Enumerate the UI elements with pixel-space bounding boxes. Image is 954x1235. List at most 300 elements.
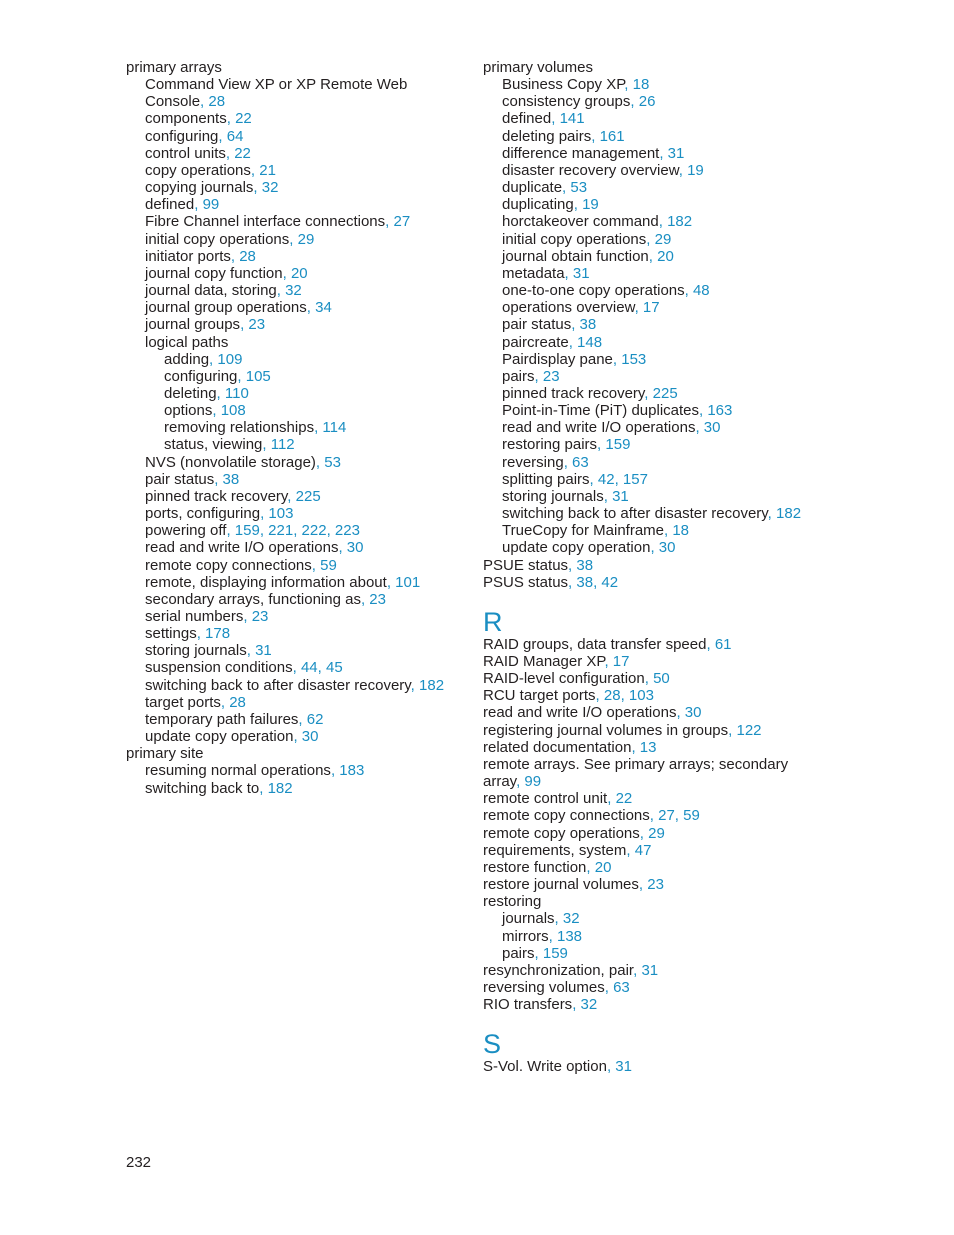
page-link[interactable]: 32 (580, 996, 598, 1014)
index-entry (483, 539, 823, 556)
index-term: RAID-level configuration (483, 670, 645, 688)
page-number: 232 (126, 1154, 152, 1171)
index-entry (126, 505, 466, 522)
page-separator: , (260, 505, 269, 523)
index-entry (483, 1058, 823, 1075)
page-separator: , (360, 590, 370, 608)
page-separator: , (568, 333, 578, 351)
page-separator: , (289, 230, 298, 248)
index-entry (483, 704, 823, 721)
index-term: journal group operations (145, 299, 307, 317)
index-term: read and write I/O operations (145, 539, 339, 557)
index-term: serial numbers (145, 608, 244, 625)
page-link[interactable]: 59 (320, 556, 337, 574)
page-link[interactable]: 30 (684, 704, 702, 722)
page-separator: , (624, 76, 633, 94)
page-link[interactable]: 109 (217, 350, 243, 368)
page-link[interactable]: 48 (692, 282, 710, 300)
index-term: pinned track recovery (145, 487, 288, 505)
index-term: options (164, 402, 213, 420)
index-term: registering journal volumes in groups (483, 721, 729, 739)
page-link[interactable]: 62 (306, 710, 324, 728)
index-entry (126, 436, 466, 453)
index-term: status, viewing (164, 436, 263, 454)
page-link[interactable]: 63 (572, 453, 589, 471)
page-link[interactable]: 31 (572, 264, 590, 282)
index-entry (126, 316, 466, 333)
index-term: splitting pairs (502, 470, 590, 488)
page-separator: , (568, 573, 577, 591)
page-link[interactable]: 27 (658, 807, 675, 825)
index-term: related documentation (483, 738, 632, 756)
page-separator: , (572, 996, 581, 1014)
page-link[interactable]: 38 (576, 573, 594, 591)
page-link[interactable]: 103 (268, 505, 294, 523)
page-link[interactable]: 159 (542, 944, 568, 962)
index-term: pairs (502, 367, 535, 385)
index-term: journal obtain function (502, 247, 649, 265)
index-term: powering off (145, 522, 227, 540)
page-link[interactable]: 18 (672, 522, 690, 540)
page-separator: , (604, 978, 614, 996)
index-term: Point-in-Time (PiT) duplicates (502, 402, 699, 420)
index-entry (126, 642, 466, 659)
page-link[interactable]: 63 (613, 978, 630, 996)
index-term: TrueCopy for Mainframe (502, 522, 664, 540)
page-separator: , (315, 453, 325, 471)
index-entry (483, 162, 823, 179)
page-link[interactable]: 26 (638, 93, 656, 111)
page-separator: , (644, 670, 654, 688)
index-entry (483, 979, 823, 996)
index-entry (483, 773, 823, 790)
index-term: operations overview (502, 299, 635, 317)
index-term: PSUE status (483, 556, 569, 574)
index-term: Console (145, 93, 201, 111)
page-link[interactable]: 178 (205, 625, 231, 643)
index-entry (126, 145, 466, 162)
index-term: read and write I/O operations (483, 704, 677, 722)
page-separator: , (311, 556, 321, 574)
index-entry (126, 368, 466, 385)
index-entry (483, 231, 823, 248)
index-entry (483, 722, 823, 739)
page-link[interactable]: 23 (251, 608, 269, 625)
page-separator: , (646, 230, 655, 248)
page-link[interactable]: 110 (224, 384, 249, 402)
page-link[interactable]: 223 (334, 522, 360, 540)
index-term: Fibre Channel interface connections (145, 213, 386, 231)
page-separator: , (607, 790, 616, 808)
page-separator: , (214, 470, 223, 488)
page-link[interactable]: 38 (222, 470, 240, 488)
index-entry (126, 625, 466, 642)
index-term: suspension conditions (145, 659, 293, 677)
index-entry (483, 265, 823, 282)
page-link[interactable]: 28 (208, 93, 226, 111)
page-separator: , (225, 144, 235, 162)
page-separator: , (649, 807, 659, 825)
page-separator: , (298, 710, 307, 728)
page-separator: , (386, 573, 396, 591)
page-link[interactable]: 44 (300, 659, 318, 677)
page-separator: , (218, 127, 227, 145)
page-separator: , (243, 608, 252, 625)
index-entry (126, 745, 466, 762)
page-link[interactable]: 99 (524, 773, 542, 791)
index-term: copying journals (145, 179, 254, 197)
page-link[interactable]: 29 (654, 230, 672, 248)
index-term: initiator ports (145, 247, 231, 265)
index-entry (126, 196, 466, 213)
page-link[interactable]: 31 (255, 642, 272, 660)
index-term: primary volumes (483, 59, 594, 76)
index-entry (483, 93, 823, 110)
page-separator: , (659, 144, 668, 162)
index-term: control units (145, 144, 226, 162)
page-link[interactable]: 19 (582, 196, 599, 214)
index-term: journal groups (145, 316, 241, 334)
page-link[interactable]: 47 (634, 841, 652, 859)
page-separator: , (674, 807, 684, 825)
page-separator: , (226, 522, 235, 540)
page-link[interactable]: 108 (220, 402, 246, 420)
index-entry (126, 248, 466, 265)
page-link[interactable]: 19 (687, 161, 704, 179)
index-term: journal data, storing (145, 282, 277, 300)
page-separator: , (603, 487, 613, 505)
page-separator: , (639, 824, 649, 842)
index-entry (483, 213, 823, 230)
page-separator: , (212, 402, 221, 420)
index-term: adding (164, 350, 210, 368)
index-entry (483, 248, 823, 265)
page-separator: , (586, 858, 595, 876)
page-link[interactable]: 17 (612, 653, 630, 670)
page-link[interactable]: 32 (562, 910, 580, 928)
page-link[interactable]: 59 (683, 807, 700, 825)
index-entry (483, 76, 823, 93)
page-link[interactable]: 28 (603, 687, 621, 705)
page-link[interactable]: 141 (559, 110, 585, 128)
page-link[interactable]: 99 (202, 196, 220, 214)
index-term: primary site (126, 745, 204, 763)
index-entry (483, 574, 823, 591)
index-entry (483, 454, 823, 471)
page-link[interactable]: 50 (653, 670, 670, 688)
page-link[interactable]: 20 (290, 264, 308, 282)
page-separator: , (676, 704, 685, 722)
index-entry (126, 711, 466, 728)
index-entry (126, 780, 466, 797)
page-link[interactable]: 114 (322, 419, 347, 437)
index-term: array (483, 773, 517, 791)
page-link[interactable]: 27 (393, 213, 411, 231)
index-entry (483, 471, 823, 488)
index-term: Pairdisplay pane (502, 350, 613, 368)
page-link[interactable]: 22 (234, 144, 251, 162)
page-link[interactable]: 30 (703, 419, 721, 437)
page-separator: , (293, 522, 302, 540)
index-entry (483, 825, 823, 842)
index-term: switching back to after disaster recovery (502, 505, 768, 523)
index-term: mirrors (502, 927, 549, 945)
index-entry (483, 790, 823, 807)
page-separator: , (196, 625, 206, 643)
page-link[interactable]: 161 (599, 127, 625, 145)
page-separator: , (194, 196, 203, 214)
page-link[interactable]: 221 (268, 522, 294, 540)
page-separator: , (633, 961, 642, 979)
index-term: journals (502, 910, 555, 928)
page-separator: , (226, 110, 236, 128)
index-term: defined (502, 110, 552, 128)
page-separator: , (330, 762, 340, 780)
index-entry (483, 522, 823, 539)
page-link[interactable]: 13 (639, 738, 657, 756)
index-term: update copy operation (502, 539, 651, 557)
page-separator: , (314, 419, 323, 437)
page-link[interactable]: 42 (601, 573, 619, 591)
page-separator: , (259, 779, 268, 797)
index-entry (483, 505, 823, 522)
index-term: reversing (502, 453, 564, 471)
page-separator: , (326, 522, 335, 540)
page-link[interactable]: 30 (658, 539, 676, 557)
page-link[interactable]: 32 (285, 282, 302, 300)
index-entry (483, 996, 823, 1013)
page-link[interactable]: 64 (226, 127, 244, 145)
page-separator: , (551, 110, 560, 128)
page-separator: , (253, 179, 262, 197)
page-link[interactable]: 42 (597, 470, 615, 488)
index-entry (483, 756, 823, 773)
index-entry (483, 670, 823, 687)
index-entry (483, 739, 823, 756)
page-link[interactable]: 20 (657, 247, 674, 265)
index-term: RCU target ports (483, 687, 596, 705)
page-separator: , (597, 436, 606, 454)
index-entry (483, 419, 823, 436)
index-term: RAID groups, data transfer speed (483, 635, 707, 653)
page-separator: , (534, 367, 543, 385)
page-link[interactable]: 103 (628, 687, 654, 705)
page-link[interactable]: 182 (776, 505, 802, 523)
index-term: configuring (145, 127, 219, 145)
index-term: horctakeover command (502, 213, 659, 231)
page-separator: , (648, 247, 658, 265)
page-separator: , (385, 213, 394, 231)
index-entry (126, 522, 466, 539)
page-link[interactable]: 53 (324, 453, 341, 471)
index-term: restore journal volumes (483, 876, 639, 894)
page-link[interactable]: 32 (261, 179, 279, 197)
page-link[interactable]: 23 (369, 590, 386, 608)
index-term: paircreate (502, 333, 569, 351)
page-link[interactable]: 23 (248, 316, 266, 334)
index-term: pairs (502, 944, 535, 962)
index-entry (483, 299, 823, 316)
page-separator: , (612, 350, 622, 368)
page-separator: , (554, 910, 563, 928)
page-link[interactable]: 20 (594, 858, 612, 876)
index-entry (483, 557, 823, 574)
page-separator: , (250, 161, 260, 179)
page-separator: , (634, 299, 643, 317)
index-entry (483, 910, 823, 927)
index-entry (126, 454, 466, 471)
page-link[interactable]: 153 (621, 350, 647, 368)
index-term: target ports (145, 693, 221, 711)
page-link[interactable]: 22 (235, 110, 252, 128)
page-separator: , (595, 687, 604, 705)
page-separator: , (562, 179, 571, 197)
page-link[interactable]: 101 (395, 573, 421, 591)
page-link[interactable]: 38 (579, 316, 597, 334)
page-link[interactable]: 31 (615, 1058, 632, 1076)
page-link[interactable]: 112 (270, 436, 295, 454)
page-link[interactable]: 29 (297, 230, 315, 248)
index-entry (126, 402, 466, 419)
page-separator: , (276, 282, 286, 300)
page-separator: , (230, 247, 240, 265)
page-separator: , (292, 659, 301, 677)
page-link[interactable]: 23 (647, 876, 664, 894)
page-link[interactable]: 159 (605, 436, 631, 454)
page-link[interactable]: 138 (557, 927, 583, 945)
page-separator: , (282, 264, 291, 282)
page-separator: , (306, 299, 316, 317)
page-link[interactable]: 30 (346, 539, 364, 557)
index-entry (126, 334, 466, 351)
index-term: read and write I/O operations (502, 419, 696, 437)
index-entry (126, 76, 466, 93)
page-link[interactable]: 34 (315, 299, 332, 317)
page-separator: , (678, 161, 688, 179)
index-entry (483, 196, 823, 213)
index-term: deleting (164, 384, 217, 402)
page-link[interactable]: 23 (542, 367, 560, 385)
index-term: initial copy operations (502, 230, 647, 248)
page-link[interactable]: 225 (652, 384, 678, 402)
page-link[interactable]: 148 (577, 333, 603, 351)
index-term: initial copy operations (145, 230, 290, 248)
index-term: deleting pairs (502, 127, 592, 145)
index-term: duplicate (502, 179, 563, 197)
page-separator: , (564, 264, 573, 282)
index-entry (483, 807, 823, 824)
index-term: pinned track recovery (502, 384, 645, 402)
page-link[interactable]: 31 (667, 144, 685, 162)
page-link[interactable]: 18 (632, 76, 650, 94)
page-link[interactable]: 222 (301, 522, 327, 540)
page-link[interactable]: 45 (325, 659, 343, 677)
page-separator: , (664, 522, 673, 540)
index-term: secondary arrays, functioning as (145, 590, 361, 608)
index-entry (126, 59, 466, 76)
page-link[interactable]: 159 (234, 522, 260, 540)
page-link[interactable]: 182 (667, 213, 693, 231)
page-link[interactable]: 122 (736, 721, 762, 739)
page-separator: , (706, 635, 715, 653)
page-separator: , (317, 659, 326, 677)
index-term: copy operations (145, 161, 251, 179)
page-link[interactable]: 225 (295, 487, 321, 505)
index-term: remote, displaying information about (145, 573, 387, 591)
page-link[interactable]: 163 (707, 402, 733, 420)
index-entry (126, 488, 466, 505)
index-term: RAID Manager XP (483, 653, 605, 670)
index-term: storing journals (145, 642, 247, 660)
index-entry (483, 488, 823, 505)
index-entry (126, 539, 466, 556)
index-entry (126, 574, 466, 591)
index-term: pair status (502, 316, 572, 334)
index-term: Business Copy XP (502, 76, 625, 94)
index-entry (483, 59, 823, 76)
index-entry (483, 110, 823, 127)
page-separator: , (516, 773, 525, 791)
index-term: metadata (502, 264, 565, 282)
page-link[interactable]: 22 (615, 790, 633, 808)
page-link[interactable]: 31 (641, 961, 659, 979)
page-link[interactable]: 61 (714, 635, 732, 653)
page-link[interactable]: 21 (259, 161, 276, 179)
page-separator: , (246, 642, 256, 660)
index-entry (483, 962, 823, 979)
page-separator: , (606, 1058, 616, 1076)
page-separator: , (237, 367, 246, 385)
index-term: RIO transfers (483, 996, 573, 1014)
index-entry (126, 231, 466, 248)
index-entry (126, 93, 466, 110)
page-link[interactable]: 28 (229, 693, 246, 711)
index-entry (483, 687, 823, 704)
index-entry (126, 728, 466, 745)
index-column-left (126, 59, 466, 797)
index-entry (126, 419, 466, 436)
index-term: PSUS status (483, 573, 569, 591)
page-link[interactable]: 182 (419, 676, 445, 694)
page-separator: , (589, 470, 598, 488)
index-entry (126, 265, 466, 282)
page-link[interactable]: 17 (642, 299, 660, 317)
index-entry (126, 677, 466, 694)
index-term: remote copy operations (483, 824, 640, 842)
index-entry (483, 402, 823, 419)
index-term: difference management (502, 144, 660, 162)
index-term: one-to-one copy operations (502, 282, 685, 300)
page-link[interactable]: 183 (339, 762, 365, 780)
index-entry (483, 334, 823, 351)
index-term: switching back to after disaster recovery (145, 676, 411, 694)
page-separator: , (620, 687, 629, 705)
page-link[interactable]: 38 (576, 556, 594, 574)
page-link[interactable]: 53 (570, 179, 588, 197)
index-entry (126, 659, 466, 676)
page-link[interactable]: 182 (267, 779, 293, 797)
page-link[interactable]: 157 (622, 470, 648, 488)
page-link[interactable]: 31 (612, 487, 629, 505)
index-entry (483, 368, 823, 385)
page-link[interactable]: 29 (648, 824, 665, 842)
index-term: pair status (145, 470, 215, 488)
page-link[interactable]: 105 (245, 367, 271, 385)
index-term: restore function (483, 858, 587, 876)
page-link[interactable]: 28 (239, 247, 256, 265)
page-link[interactable]: 30 (301, 728, 319, 746)
index-term: ports, configuring (145, 505, 261, 523)
